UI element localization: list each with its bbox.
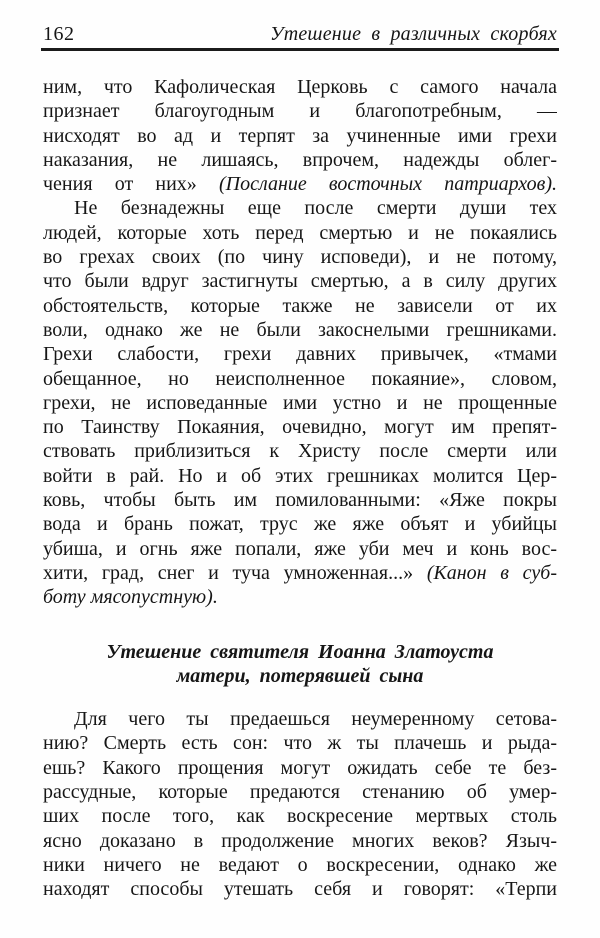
heading-line xyxy=(43,664,557,688)
text-run: ковь, чтобы быть им помилованными: «Яже покры xyxy=(43,489,557,512)
text-line xyxy=(43,877,557,901)
text-line xyxy=(43,294,557,318)
text-run: убиша, и огнь яже попали, яже уби меч и конь вос- xyxy=(43,537,557,560)
text-line xyxy=(43,245,557,269)
text-run: признает благоугодным и благопотребным, — xyxy=(43,100,557,123)
text-run: вода и брань пожат, трус же яже объят и убийцы xyxy=(43,513,557,536)
paragraph xyxy=(43,75,557,196)
text-line xyxy=(43,367,557,391)
text-run: наказания, не лишаясь, впрочем, надежды облег- xyxy=(43,148,557,171)
page-body xyxy=(43,75,557,902)
running-head xyxy=(43,22,557,46)
text-line xyxy=(43,221,557,245)
text-run: нию? Смерть есть сон: что ж ты плачешь и рыда- xyxy=(43,732,557,755)
text-run: чения от них» xyxy=(43,173,219,196)
text-line xyxy=(43,512,557,536)
text-line xyxy=(43,269,557,293)
text-run: ним, что Кафолическая Церковь с самого начала xyxy=(43,76,557,98)
text-run: воли, однако же не были закоснелыми грешниками. xyxy=(43,318,557,341)
text-run: находят способы утешать себя и говорят: «Терпи xyxy=(43,878,557,901)
text-line xyxy=(43,75,557,99)
paragraph xyxy=(43,196,557,609)
text-run: Для чего ты предаешься неумеренному сетова- xyxy=(74,708,557,731)
text-run: обещанное, но неисполненное покаяние», словом, xyxy=(43,367,557,390)
paragraph xyxy=(43,707,557,901)
text-line xyxy=(43,707,557,731)
text-run: во грехах своих (по чину исповеди), и не потому, xyxy=(43,246,557,269)
text-line xyxy=(43,780,557,804)
italic-text-run: боту мясопустную). xyxy=(43,586,218,609)
text-line xyxy=(43,804,557,828)
text-line xyxy=(43,124,557,148)
text-line xyxy=(43,829,557,853)
text-line xyxy=(43,172,557,196)
italic-text-run: (Послание восточных патриархов). xyxy=(219,173,557,196)
text-line xyxy=(43,756,557,780)
text-run: ешь? Какого прощения могут ожидать себе те без- xyxy=(43,756,557,779)
text-line xyxy=(43,585,557,609)
text-run: ших после того, как воскресение мертвых столь xyxy=(43,805,557,828)
text-line xyxy=(43,731,557,755)
text-line xyxy=(43,439,557,463)
text-line xyxy=(43,464,557,488)
text-run: нисходят во ад и терпят за учиненные ими грехи xyxy=(43,124,557,147)
text-line xyxy=(43,488,557,512)
running-title: Утешение в различных скорбях xyxy=(270,23,557,45)
italic-text-run: матери, потерявшей сына xyxy=(176,664,424,687)
header-rule xyxy=(41,48,559,51)
section-heading xyxy=(43,640,557,689)
text-line xyxy=(43,99,557,123)
text-run: хити, град, снег и туча умноженная...» xyxy=(43,561,427,584)
italic-text-run: Утешение святителя Иоанна Златоуста xyxy=(106,640,494,663)
text-run: грехи, не исповеданные ими устно и не прощенные xyxy=(43,391,557,414)
text-line xyxy=(43,853,557,877)
text-run: рассудные, которые предаются стенанию об умер- xyxy=(43,781,557,804)
text-line xyxy=(43,415,557,439)
text-line xyxy=(43,148,557,172)
text-line xyxy=(43,391,557,415)
text-run: по Таинству Покаяния, очевидно, могут им препят- xyxy=(43,416,557,439)
text-run: ствовать приблизиться к Христу после смерти или xyxy=(43,440,557,463)
text-run: что были вдруг застигнуты смертью, а в силу других xyxy=(43,270,557,293)
text-line xyxy=(43,342,557,366)
text-line xyxy=(43,537,557,561)
text-run: войти в рай. Но и об этих грешниках молится Цер- xyxy=(43,464,557,487)
italic-text-run: (Канон в суб- xyxy=(426,561,557,584)
text-run: людей, которые хоть перед смертью и не покаялись xyxy=(43,221,557,244)
text-run: Не безнадежны еще после смерти души тех xyxy=(74,197,557,220)
text-run: обстоятельств, которые также не зависели от их xyxy=(43,294,557,317)
page-number: 162 xyxy=(43,23,75,45)
text-line xyxy=(43,561,557,585)
text-run: Грехи слабости, грехи давних привычек, «тмами xyxy=(43,343,557,366)
text-run: ники ничего не ведают о воскресении, однако же xyxy=(43,853,557,876)
text-run: ясно доказано в продолжение многих веков? Языч- xyxy=(43,829,557,852)
text-line xyxy=(43,318,557,342)
heading-line xyxy=(43,640,557,664)
text-line xyxy=(43,196,557,220)
